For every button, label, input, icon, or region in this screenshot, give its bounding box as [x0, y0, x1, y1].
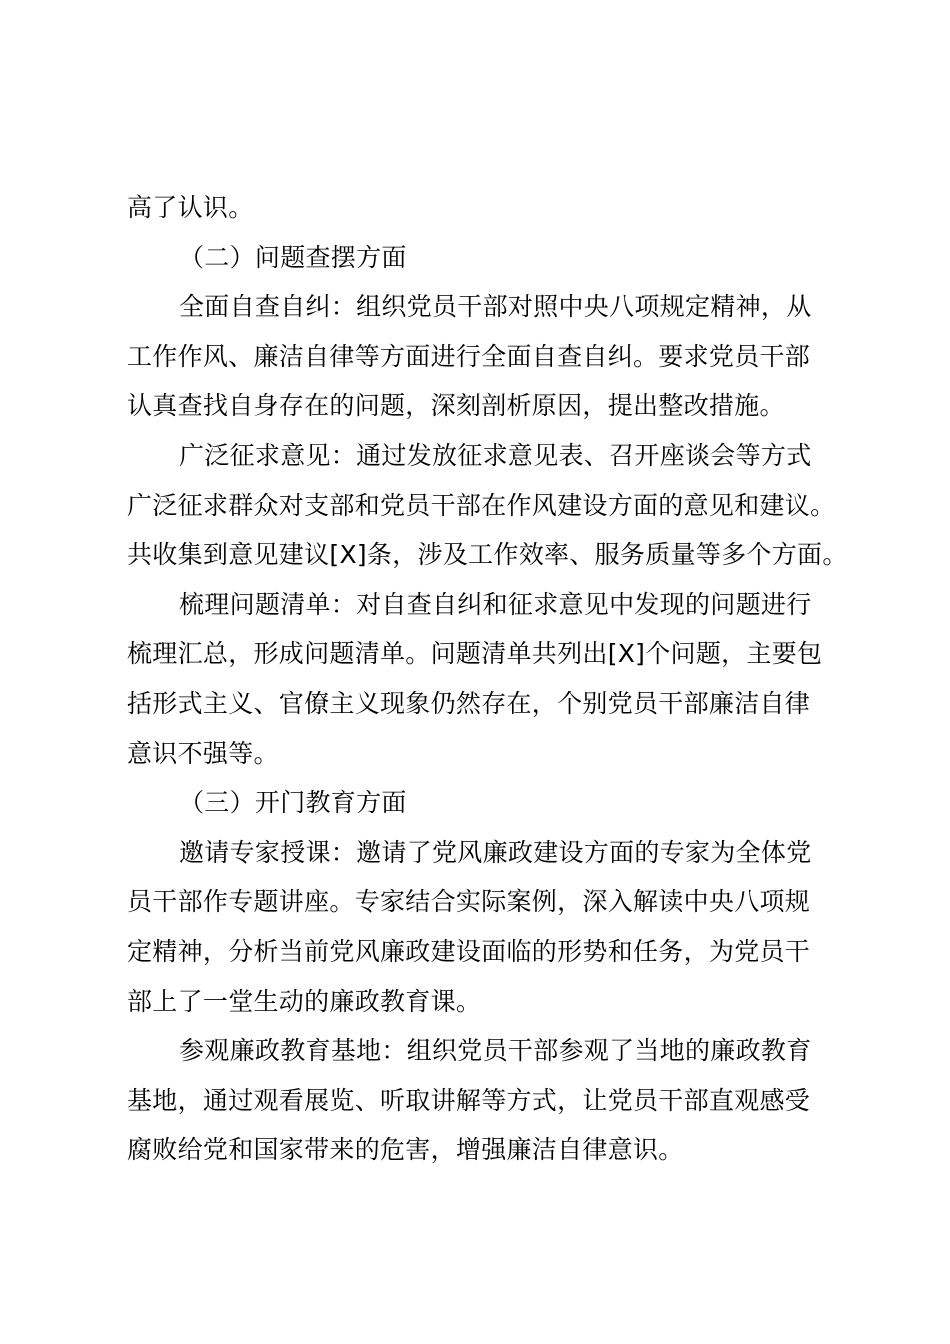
document-body [127, 183, 848, 1175]
text-line: 部上了一堂生动的廉政教育课。 [127, 986, 482, 1016]
text-line: 广泛征求意见：通过发放征求意见表、召开座谈会等方式 [179, 440, 812, 470]
text-line: 意识不强等。 [127, 738, 279, 768]
text-line: 梳理问题清单：对自查自纠和征求意见中发现的问题进行 [179, 589, 812, 619]
text-line: 基地，通过观看展览、听取讲解等方式，让党员干部直观感受 [127, 1085, 811, 1115]
text-line: 员干部作专题讲座。专家结合实际案例，深入解读中央八项规 [127, 887, 811, 917]
text-line: 共收集到意见建议[X]条，涉及工作效率、服务质量等多个方面。 [127, 540, 848, 570]
text-line: 全面自查自纠：组织党员干部对照中央八项规定精神，从 [179, 292, 812, 322]
text-line: 高了认识。 [127, 193, 254, 222]
section-heading: （二）问题查摆方面 [179, 242, 407, 272]
text-line: 定精神，分析当前党风廉政建设面临的形势和任务，为党员干 [127, 936, 811, 966]
text-line: 广泛征求群众对支部和党员干部在作风建设方面的意见和建议。 [127, 490, 836, 520]
text-line: 腐败给党和国家带来的危害，增强廉洁自律意识。 [127, 1135, 684, 1165]
text-line: 认真查找自身存在的问题，深刻剖析原因，提出整改措施。 [127, 391, 785, 421]
text-line: 参观廉政教育基地：组织党员干部参观了当地的廉政教育 [179, 1036, 812, 1066]
section-heading: （三）开门教育方面 [179, 788, 407, 818]
text-line: 梳理汇总，形成问题清单。问题清单共列出[X]个问题，主要包 [127, 639, 823, 669]
text-line: 括形式主义、官僚主义现象仍然存在，个别党员干部廉洁自律 [127, 688, 811, 718]
text-line: 工作作风、廉洁自律等方面进行全面自查自纠。要求党员干部 [127, 341, 811, 371]
text-line: 邀请专家授课：邀请了党风廉政建设方面的专家为全体党 [179, 837, 812, 867]
